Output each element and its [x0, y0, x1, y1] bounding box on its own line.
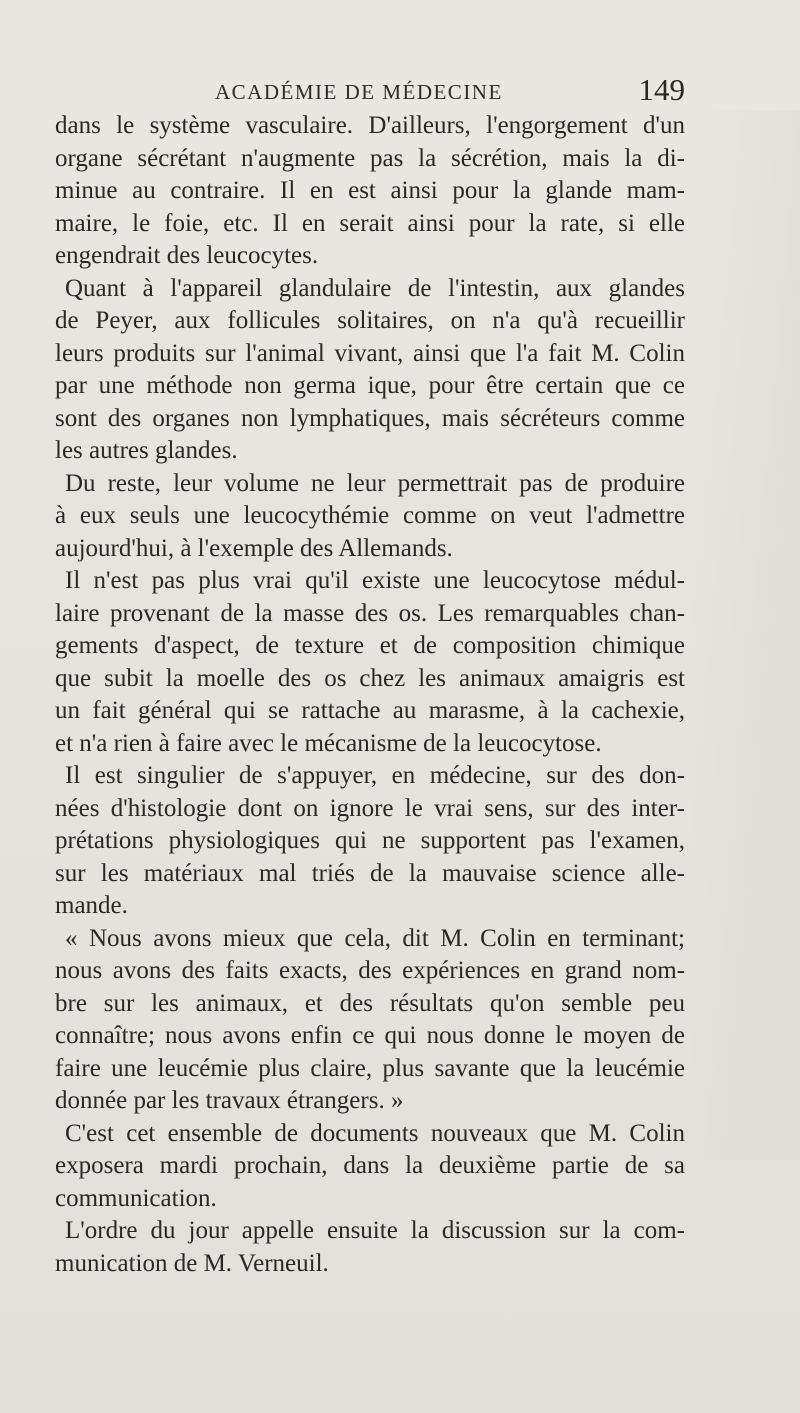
- text-line: que subit la moelle des os chez les animaux amaigris est: [55, 664, 685, 692]
- text-line: mande.: [55, 892, 128, 919]
- page-number: 149: [638, 72, 685, 107]
- body-text: [55, 110, 685, 1280]
- text-line: minue au contraire. Il en est ainsi pour la glande mam-: [55, 177, 685, 204]
- text-line: dans le système vasculaire. D'ailleurs, l'engorgement d'un: [55, 112, 685, 139]
- text-line: et n'a rien à faire avec le mécanisme de la leucocytose.: [55, 729, 602, 757]
- text-line: gements d'aspect, de texture et de composition chimique: [55, 632, 685, 659]
- text-line: exposera mardi prochain, dans la deuxième partie de sa: [55, 1152, 685, 1179]
- text-line: sont des organes non lymphatiques, mais sécréteurs comme: [55, 404, 685, 432]
- text-line: Il est singulier de s'appuyer, en médecine, sur des don-: [65, 762, 685, 789]
- text-line: Quant à l'appareil glandulaire de l'intestin, aux glandes: [65, 274, 685, 302]
- text-line: « Nous avons mieux que cela, dit M. Colin en terminant;: [65, 924, 685, 952]
- text-line: à eux seuls une leucocythémie comme on veut l'admettre: [55, 502, 685, 529]
- text-line: connaître; nous avons enfin ce qui nous donne le moyen de: [55, 1022, 685, 1049]
- text-line: faire une leucémie plus claire, plus savante que la leucémie: [55, 1054, 685, 1082]
- text-line: de Peyer, aux follicules solitaires, on n'a qu'à recueillir: [55, 307, 685, 334]
- text-line: un fait général qui se rattache au marasme, à la cachexie,: [55, 697, 685, 724]
- text-line: munication de M. Verneuil.: [55, 1249, 329, 1277]
- text-line: engendrait des leucocytes.: [55, 242, 319, 269]
- text-line: sur les matériaux mal triés de la mauvaise science alle-: [55, 859, 685, 887]
- text-line: organe sécrétant n'augmente pas la sécrétion, mais la di-: [55, 144, 685, 172]
- text-line: Il n'est pas plus vrai qu'il existe une leucocytose médul-: [65, 567, 685, 594]
- page-header: [55, 72, 685, 106]
- text-line: communication.: [55, 1184, 217, 1212]
- text-line: prétations physiologiques qui ne supportent pas l'examen,: [55, 827, 685, 854]
- text-line: donnée par les travaux étrangers. »: [55, 1087, 404, 1114]
- text-line: maire, le foie, etc. Il en serait ainsi pour la rate, si elle: [55, 209, 685, 237]
- running-title: ACADÉMIE DE MÉDECINE: [215, 80, 503, 104]
- show-through-shadow: [690, 110, 800, 1160]
- text-line: C'est cet ensemble de documents nouveaux que M. Colin: [65, 1119, 685, 1147]
- text-line: nées d'histologie dont on ignore le vrai sens, sur des inter-: [55, 794, 685, 822]
- text-line: Du reste, leur volume ne leur permettrait pas de produire: [65, 469, 685, 497]
- text-line: par une méthode non germa ique, pour être certain que ce: [55, 372, 685, 399]
- text-line: leurs produits sur l'animal vivant, ainsi que l'a fait M. Colin: [55, 339, 685, 367]
- text-line: aujourd'hui, à l'exemple des Allemands.: [55, 534, 453, 562]
- text-line: L'ordre du jour appelle ensuite la discussion sur la com-: [65, 1217, 685, 1244]
- text-line: nous avons des faits exacts, des expériences en grand nom-: [55, 957, 685, 984]
- text-line: les autres glandes.: [55, 437, 238, 464]
- text-line: laire provenant de la masse des os. Les remarquables chan-: [55, 599, 685, 627]
- text-line: bre sur les animaux, et des résultats qu'on semble peu: [55, 989, 685, 1017]
